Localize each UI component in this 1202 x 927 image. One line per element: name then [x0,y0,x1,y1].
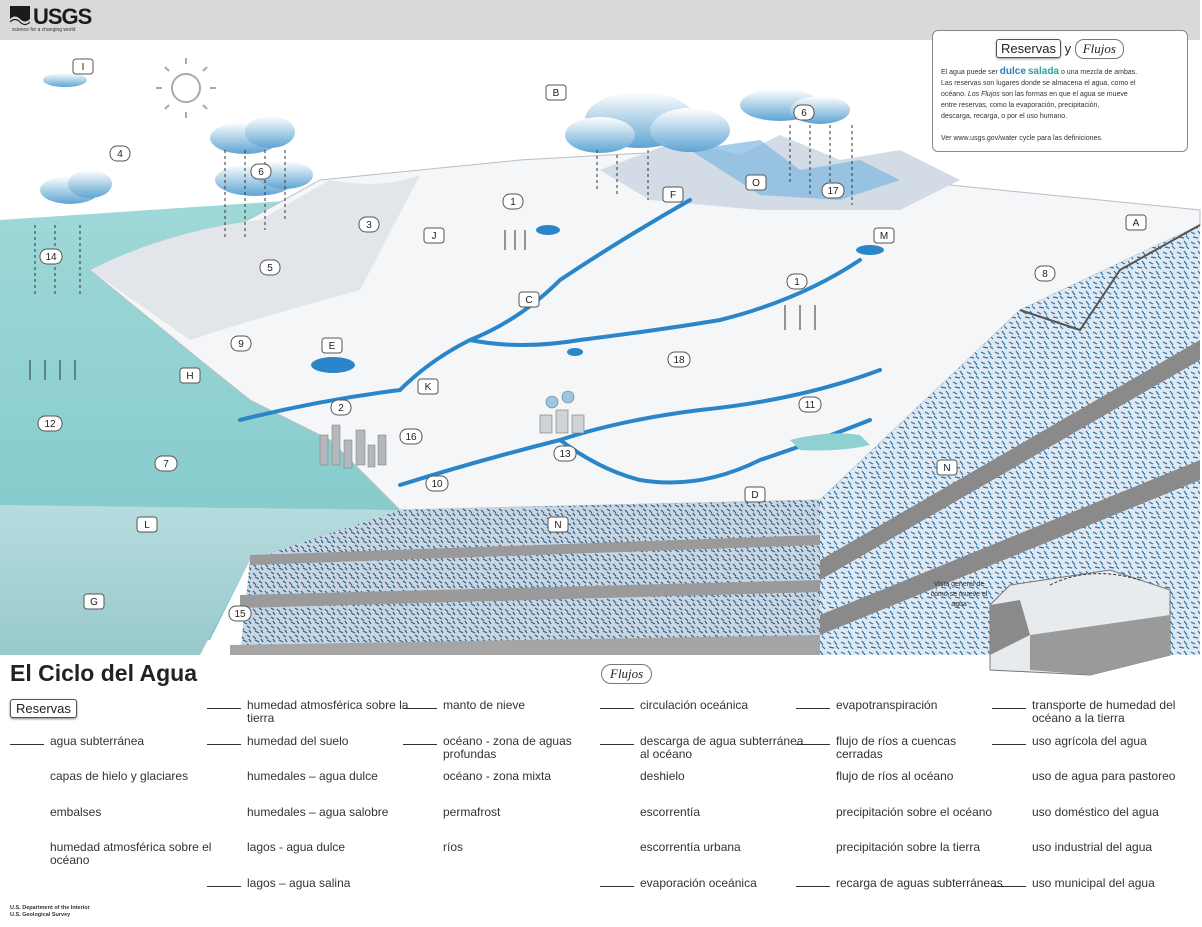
answer-item: ríos [443,840,464,854]
answer-item: embalses [50,805,102,819]
answer-item[interactable]: océano - zona de aguas profundas [443,735,613,761]
answer-item: lagos - agua dulce [247,840,346,854]
label-I-text: I [81,62,85,73]
label-L [137,517,157,532]
label-15 [229,606,251,621]
footer-credit: U.S. Department of the Interior U.S. Geological Survey [10,905,90,918]
label-7-text: 7 [163,459,169,470]
label-N-1-text: N [554,520,562,531]
label-18-text: 18 [673,355,685,366]
lake-e [311,357,355,373]
answer-item: uso de agua para pastoreo [1032,769,1176,783]
label-E [322,338,342,353]
label-6b [794,105,814,120]
label-17 [822,183,844,198]
answer-item: uso doméstico del agua [1032,805,1159,819]
label-1b [787,274,807,289]
legend-flujos: Flujos [1075,39,1124,59]
usgs-wave-icon [10,6,30,26]
answer-item[interactable]: evapotranspiración [836,699,1006,712]
label-2-text: 2 [338,403,344,414]
label-D-text: D [751,490,759,501]
answer-item[interactable]: uso agrícola del agua [1032,735,1202,748]
label-9-text: 9 [238,339,244,350]
label-2 [331,400,351,415]
label-M-text: M [879,231,889,242]
label-17-text: 17 [827,186,839,197]
label-J-text: J [431,231,437,242]
label-N-2-text: N [943,463,951,474]
answer-blank[interactable] [10,744,44,745]
answer-blank[interactable] [796,744,830,745]
legend-box [932,30,1188,152]
label-O [746,175,766,190]
answer-item[interactable]: humedad del suelo [247,735,417,748]
answer-item: flujo de ríos al océano [836,769,954,783]
label-K [418,379,438,394]
label-H [180,368,200,383]
answer-item: océano - zona mixta [443,769,552,783]
answer-item[interactable]: uso municipal del agua [1032,877,1202,890]
label-9 [231,336,251,351]
label-13-text: 13 [559,449,571,460]
label-4-text: 4 [117,149,123,160]
answer-item: escorrentía [640,805,701,819]
answer-item: uso industrial del agua [1032,840,1153,854]
answer-item[interactable]: circulación oceánica [640,699,810,712]
label-1a [503,194,523,209]
answer-item[interactable]: lagos – agua salina [247,877,417,890]
label-14 [40,249,62,264]
answer-item[interactable]: agua subterránea [50,735,220,748]
label-8-text: 8 [1042,269,1048,280]
lake-18 [567,348,583,356]
legend-title [933,39,1187,59]
label-C [519,292,539,307]
answer-item[interactable]: humedad atmosférica sobre la tierra [247,699,417,725]
label-16 [400,429,422,444]
label-G-text: G [90,597,98,608]
answer-item: humedad atmosférica sobre el océano [50,840,212,867]
label-10 [426,476,448,491]
answer-item[interactable]: manto de nieve [443,699,613,712]
label-15-text: 15 [234,609,246,620]
label-6a [251,164,271,179]
usgs-logo-text: USGS [33,4,92,29]
label-14-text: 14 [45,252,57,263]
label-O-text: O [752,178,760,189]
lake-j [536,225,560,235]
inset-overview [990,570,1170,675]
answer-item: escorrentía urbana [640,840,741,854]
answer-blank[interactable] [992,744,1026,745]
label-10-text: 10 [431,479,443,490]
answer-item: permafrost [443,805,501,819]
answer-blank[interactable] [207,708,241,709]
label-13 [554,446,576,461]
label-5 [260,260,280,275]
answer-blank[interactable] [600,744,634,745]
label-A-text: A [1132,218,1140,229]
legend-link[interactable]: Ver www.usgs.gov/water cycle para las definiciones. [941,135,1103,142]
label-F-text: F [669,190,677,201]
label-M [874,228,894,243]
answer-item[interactable]: descarga de agua subterránea al océano [640,735,810,761]
flujos-header: Flujos [601,664,652,684]
label-12-text: 12 [44,419,56,430]
legend-reservas: Reservas [996,39,1061,58]
label-3-text: 3 [366,220,372,231]
legend-text: El agua puede ser dulce salada o una mezcla de ambas. Las reservas son lugares donde se almacena el agua, como el océano. Los Flujos son las formas en que el agua se mueve entre reservas, como la evaporación, precipitación, descarga, recarga, o por el uso humano. Ver www.usgs.gov/water cycle para las definiciones. [941,66,1138,142]
label-N-1 [548,517,568,532]
label-B [546,85,566,100]
lake-m [856,245,884,255]
label-L-text: L [144,520,150,531]
label-C-text: C [525,295,533,306]
label-N-2 [937,460,957,475]
answer-item: precipitación sobre la tierra [836,840,981,854]
label-A [1126,215,1146,230]
label-6a-text: 6 [258,167,264,178]
answer-item: precipitación sobre el océano [836,805,993,819]
answer-item: humedales – agua dulce [247,769,378,783]
answer-blank[interactable] [403,708,437,709]
label-E-text: E [328,341,336,352]
label-18 [668,352,690,367]
label-12 [38,416,62,431]
answer-blank[interactable] [796,708,830,709]
label-7 [155,456,177,471]
label-5-text: 5 [267,263,273,274]
label-3 [359,217,379,232]
answer-item: capas de hielo y glaciares [50,769,189,783]
answer-blank[interactable] [207,886,241,887]
reservas-header: Reservas [10,699,77,718]
answer-blank[interactable] [992,708,1026,709]
label-4 [110,146,130,161]
label-G [84,594,104,609]
answer-blank[interactable] [207,744,241,745]
usgs-tagline: science for a changing world [12,27,76,33]
inset-caption: Vista general de cómo se mueve el agua [930,581,988,608]
answer-blank[interactable] [600,886,634,887]
answer-item: humedales – agua salobre [247,805,389,819]
label-I [73,59,93,74]
answer-blank[interactable] [403,744,437,745]
usgs-logo[interactable] [10,6,91,28]
answer-blank[interactable] [600,708,634,709]
label-J [424,228,444,243]
label-1a-text: 1 [510,197,516,208]
label-6b-text: 6 [801,108,807,119]
label-16-text: 16 [405,432,417,443]
label-D [745,487,765,502]
answer-blank[interactable] [992,886,1026,887]
page-title: El Ciclo del Agua [10,660,198,686]
answer-item[interactable]: evaporación oceánica [640,877,810,890]
answer-item[interactable]: recarga de aguas subterráneas [836,877,1006,890]
label-H-text: H [186,371,194,382]
answer-item: deshielo [640,769,685,783]
label-K-text: K [424,382,432,393]
label-11-text: 11 [804,400,816,411]
label-1b-text: 1 [794,277,800,288]
label-F [663,187,683,202]
answer-blank[interactable] [796,886,830,887]
legend-y: y [1064,41,1072,56]
answer-item[interactable]: flujo de ríos a cuencas cerradas [836,735,1006,761]
answer-item[interactable]: transporte de humedad del océano a la tierra [1032,699,1202,725]
label-B-text: B [552,88,560,99]
label-11 [799,397,821,412]
sun-icon [156,58,216,118]
label-8 [1035,266,1055,281]
